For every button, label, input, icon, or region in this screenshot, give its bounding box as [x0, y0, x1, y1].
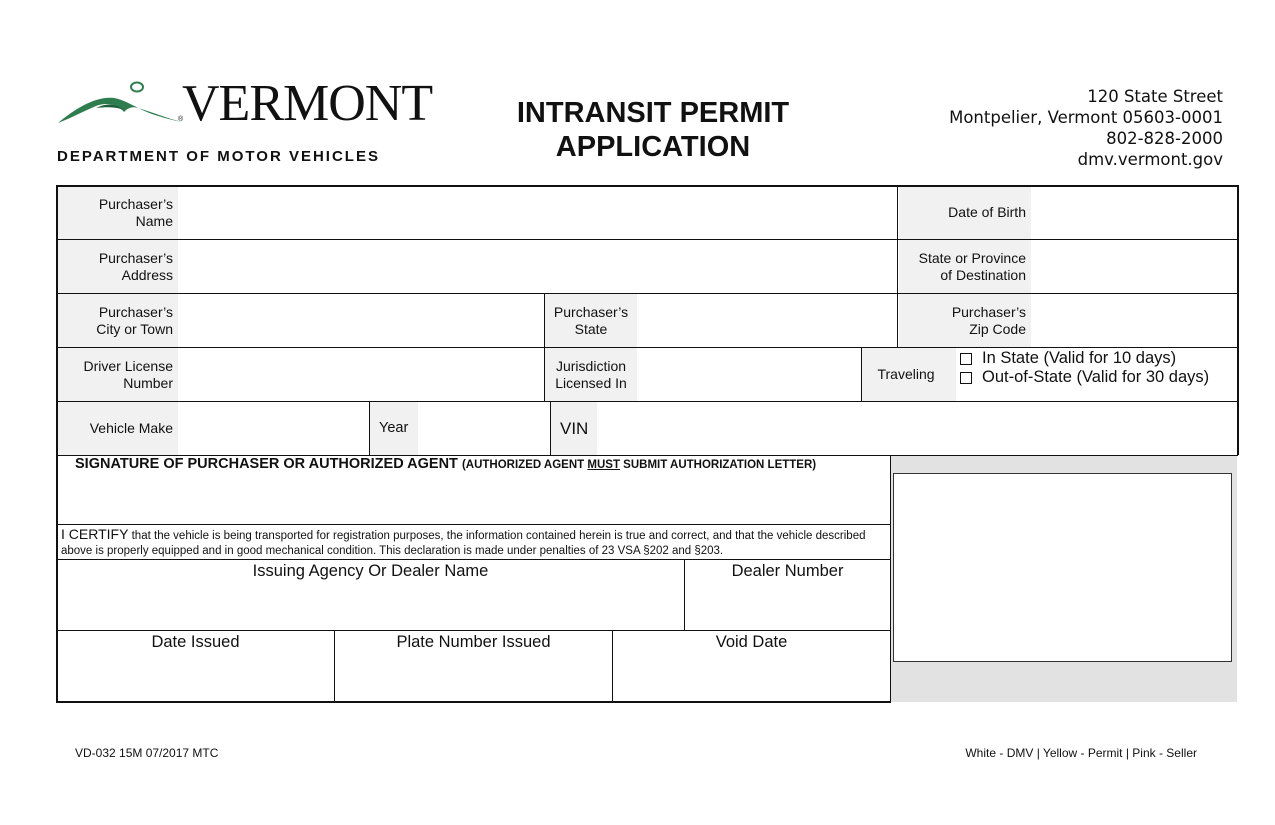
- purchaser-address-field[interactable]: [180, 242, 894, 291]
- traveling-options: [960, 348, 1235, 401]
- license-field[interactable]: [180, 350, 542, 399]
- traveling-label: Traveling: [877, 366, 935, 382]
- state-label: Purchaser’s State: [553, 303, 629, 337]
- date-issued-label: Date Issued: [151, 633, 240, 651]
- mountain-logo-icon: [56, 78, 184, 128]
- state-field[interactable]: [639, 296, 895, 345]
- in-state-checkbox[interactable]: [960, 353, 972, 365]
- void-date-label: Void Date: [715, 633, 788, 651]
- signature-heading: SIGNATURE OF PURCHASER OR AUTHORIZED AGENT (AUTHORIZED AGENT MUST SUBMIT AUTHORIZATION LETTER): [75, 456, 817, 472]
- certification-statement: I CERTIFY that the vehicle is being transported for registration purposes, the information contained herein is true and correct, and that the vehicle described above is properly equipped and in good mechanical condition. This declaration is made under penalties of 23 VSA §202 and §203.: [61, 526, 866, 557]
- copy-distribution: White - DMV | Yellow - Permit | Pink - Seller: [965, 746, 1197, 760]
- plate-number-label: Plate Number Issued: [396, 633, 551, 651]
- vermont-logo: [56, 75, 433, 173]
- purchaser-address-label: Purchaser’s Address: [98, 249, 173, 283]
- office-use-box[interactable]: [893, 473, 1232, 662]
- city-label: Purchaser’s City or Town: [96, 303, 173, 337]
- zip-field[interactable]: [1033, 296, 1235, 345]
- jurisdiction-label: Jurisdiction Licensed In: [555, 357, 627, 391]
- dmv-address: 120 State Street Montpelier, Vermont 05603-0001 802-828-2000 dmv.vermont.gov: [949, 87, 1223, 169]
- dealer-number-field[interactable]: [688, 585, 887, 627]
- registered-mark: ®: [178, 116, 184, 123]
- destination-label: State or Province of Destination: [918, 249, 1026, 283]
- date-issued-field[interactable]: [60, 656, 330, 698]
- date-of-birth-label: Date of Birth: [948, 204, 1026, 220]
- vin-label: VIN: [560, 419, 589, 438]
- in-state-option[interactable]: In State (Valid for 10 days): [960, 349, 1235, 368]
- void-date-field[interactable]: [616, 656, 886, 698]
- vin-field[interactable]: [600, 404, 1235, 453]
- issuing-agency-field[interactable]: [60, 585, 680, 627]
- out-of-state-checkbox[interactable]: [960, 372, 972, 384]
- plate-number-field[interactable]: [338, 656, 608, 698]
- out-of-state-option[interactable]: Out-of-State (Valid for 30 days): [960, 368, 1235, 387]
- issuing-agency-label: Issuing Agency Or Dealer Name: [252, 562, 489, 580]
- form-id: VD-032 15M 07/2017 MTC: [75, 746, 219, 760]
- logo-wordmark: VERMONT: [182, 75, 433, 132]
- zip-label: Purchaser’s Zip Code: [951, 303, 1026, 337]
- year-field[interactable]: [420, 404, 548, 453]
- form-title: INTRANSIT PERMIT APPLICATION: [516, 97, 790, 163]
- license-label: Driver License Number: [83, 357, 173, 391]
- year-label: Year: [379, 420, 409, 436]
- destination-field[interactable]: [1033, 242, 1235, 291]
- purchaser-name-field[interactable]: [180, 188, 894, 237]
- department-name: DEPARTMENT OF MOTOR VEHICLES: [57, 148, 380, 165]
- purchaser-name-label: Purchaser’s Name: [98, 195, 173, 229]
- vehicle-make-label: Vehicle Make: [89, 420, 173, 436]
- dealer-number-label: Dealer Number: [731, 562, 844, 580]
- date-of-birth-field[interactable]: [1033, 188, 1235, 237]
- jurisdiction-field[interactable]: [639, 350, 859, 399]
- city-field[interactable]: [180, 296, 542, 345]
- vehicle-make-field[interactable]: [180, 404, 367, 453]
- signature-field[interactable]: [60, 476, 886, 522]
